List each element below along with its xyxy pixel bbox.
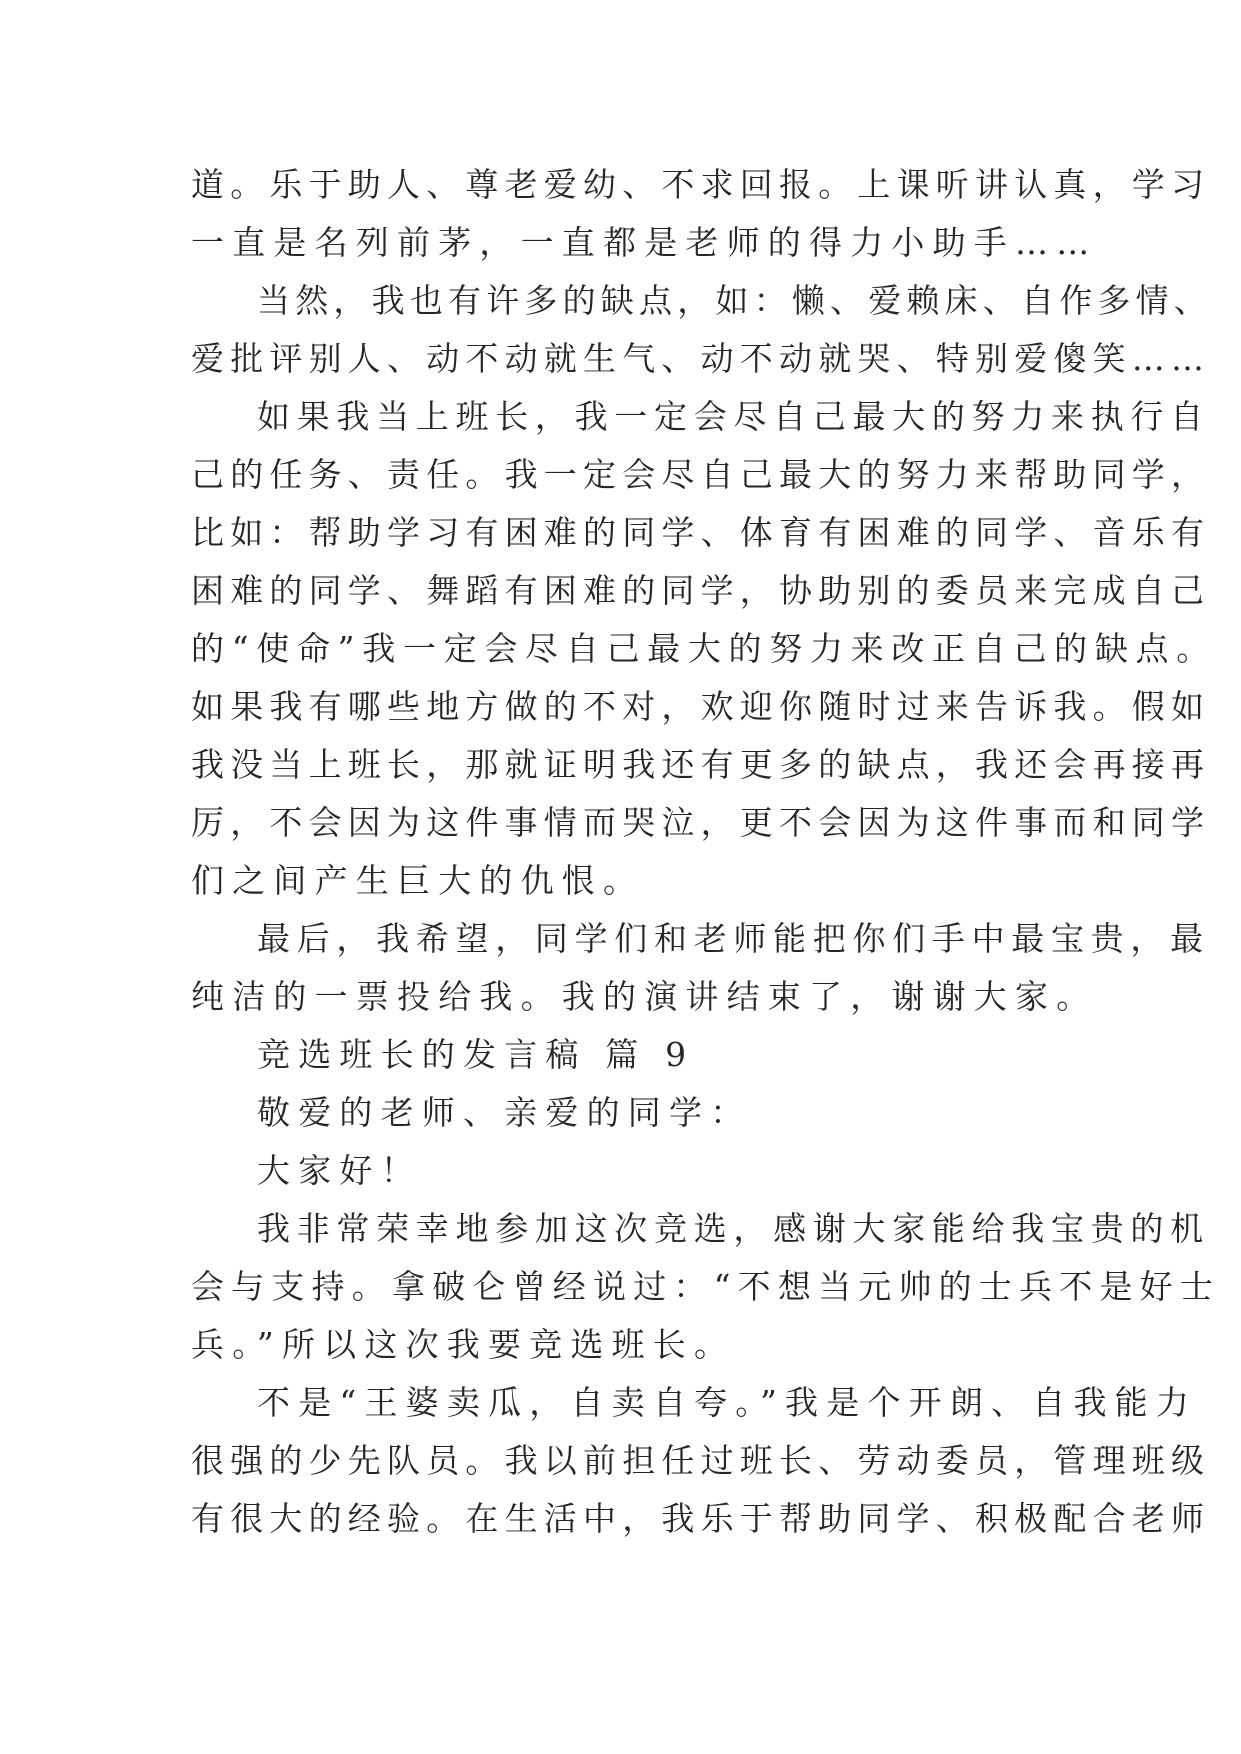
text-line: 我非常荣幸地参加这次竞选，感谢大家能给我宝贵的机 — [257, 1209, 1210, 1248]
text-line: 我没当上班长，那就证明我还有更多的缺点，我还会再接再 — [191, 745, 1211, 784]
text-line: 比如：帮助学习有困难的同学、体育有困难的同学、音乐有 — [191, 513, 1211, 552]
text-line: 厉，不会因为这件事情而哭泣，更不会因为这件事而和同学 — [191, 803, 1211, 842]
text-line: 道。乐于助人、尊老爱幼、不求回报。上课听讲认真，学习 — [191, 165, 1211, 204]
text-line: 己的任务、责任。我一定会尽自己最大的努力来帮助同学， — [191, 455, 1211, 494]
text-line: 困难的同学、舞蹈有困难的同学，协助别的委员来完成自己 — [191, 571, 1211, 610]
text-line: 一直是名列前茅，一直都是老师的得力小助手…… — [191, 223, 1098, 262]
greeting: 大家好！ — [257, 1151, 422, 1190]
text-line: 很强的少先队员。我以前担任过班长、劳动委员，管理班级 — [191, 1441, 1211, 1480]
text-line: 们之间产生巨大的仇恨。 — [191, 861, 645, 900]
text-line: 不是“王婆卖瓜，自卖自夸。”我是个开朗、自我能力 — [257, 1383, 1198, 1422]
text-line: 当然，我也有许多的缺点，如：懒、爱赖床、自作多情、 — [257, 281, 1212, 320]
section-heading: 竞选班长的发言稿 篇 9 — [257, 1035, 695, 1074]
text-line: 会与支持。拿破仑曾经说过：“不想当元帅的士兵不是好士 — [191, 1267, 1221, 1306]
text-line: 最后，我希望，同学们和老师能把你们手中最宝贵，最 — [257, 919, 1210, 958]
text-line: 兵。”所以这次我要竞选班长。 — [191, 1325, 736, 1364]
text-line: 如果我有哪些地方做的不对，欢迎你随时过来告诉我。假如 — [191, 687, 1211, 726]
text-line: 纯洁的一票投给我。我的演讲结束了，谢谢大家。 — [191, 977, 1098, 1016]
text-line: 如果我当上班长，我一定会尽自己最大的努力来执行自 — [257, 397, 1210, 436]
salutation: 敬爱的老师、亲爱的同学： — [257, 1093, 752, 1132]
text-line: 有很大的经验。在生活中，我乐于帮助同学、积极配合老师 — [191, 1499, 1211, 1538]
text-line: 爱批评别人、动不动就生气、动不动就哭、特别爱傻笑…… — [191, 339, 1211, 378]
text-line: 的“使命”我一定会尽自己最大的努力来改正自己的缺点。 — [191, 629, 1217, 668]
